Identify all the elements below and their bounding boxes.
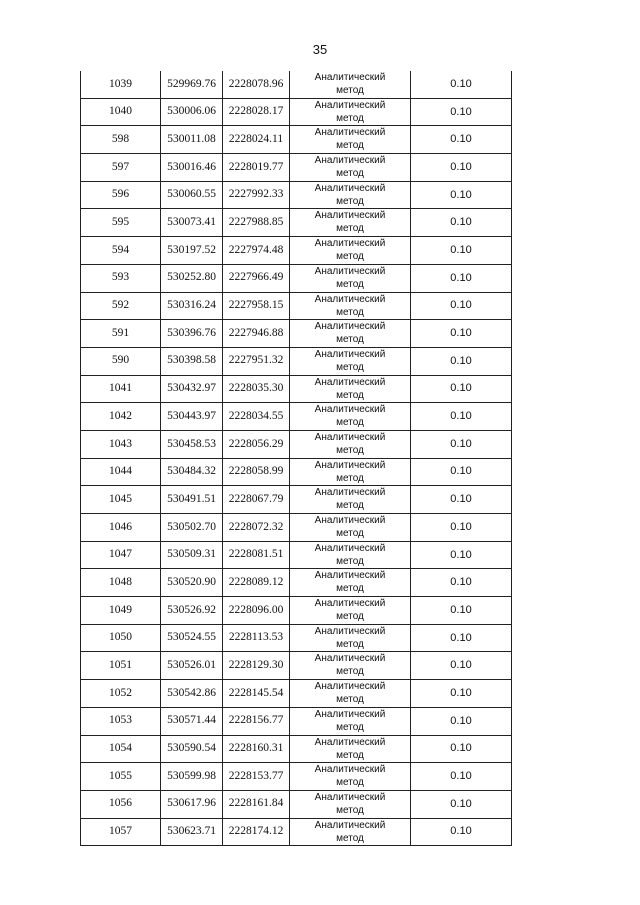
- y-coordinate-cell: 2228024.11: [223, 126, 290, 154]
- y-coordinate-cell: 2228072.32: [223, 514, 290, 542]
- point-number-cell: 594: [81, 237, 161, 265]
- table-row: [81, 763, 512, 791]
- accuracy-cell: 0.10: [411, 790, 512, 818]
- method-cell: [290, 458, 411, 486]
- table-row: [81, 209, 512, 237]
- accuracy-cell: 0.10: [411, 818, 512, 846]
- table-row: [81, 347, 512, 375]
- method-cell: [290, 375, 411, 403]
- point-number-cell: 598: [81, 126, 161, 154]
- method-cell: [290, 430, 411, 458]
- table-row: [81, 514, 512, 542]
- method-cell: [290, 680, 411, 708]
- x-coordinate-cell: 530432.97: [161, 375, 223, 403]
- point-number-cell: 1050: [81, 624, 161, 652]
- accuracy-cell: 0.10: [411, 375, 512, 403]
- y-coordinate-cell: 2227958.15: [223, 292, 290, 320]
- point-number-cell: 1051: [81, 652, 161, 680]
- table-row: [81, 430, 512, 458]
- table-row: [81, 71, 512, 98]
- method-text: Аналитический метод: [314, 293, 386, 318]
- method-cell: [290, 126, 411, 154]
- point-number-cell: 1041: [81, 375, 161, 403]
- method-cell: [290, 347, 411, 375]
- table-row: [81, 458, 512, 486]
- table-row: [81, 486, 512, 514]
- point-number-cell: 1042: [81, 403, 161, 431]
- x-coordinate-cell: 530509.31: [161, 541, 223, 569]
- method-text: Аналитический метод: [314, 819, 386, 844]
- accuracy-cell: 0.10: [411, 569, 512, 597]
- table-row: [81, 264, 512, 292]
- accuracy-cell: 0.10: [411, 763, 512, 791]
- accuracy-cell: 0.10: [411, 209, 512, 237]
- method-cell: [290, 209, 411, 237]
- point-number-cell: 596: [81, 181, 161, 209]
- accuracy-cell: 0.10: [411, 652, 512, 680]
- x-coordinate-cell: 530016.46: [161, 154, 223, 182]
- method-text: Аналитический метод: [314, 487, 386, 512]
- table-row: [81, 541, 512, 569]
- table-row: [81, 597, 512, 625]
- y-coordinate-cell: 2228153.77: [223, 763, 290, 791]
- x-coordinate-cell: 530316.24: [161, 292, 223, 320]
- accuracy-cell: 0.10: [411, 98, 512, 126]
- x-coordinate-cell: 530526.01: [161, 652, 223, 680]
- point-number-cell: 597: [81, 154, 161, 182]
- y-coordinate-cell: 2228160.31: [223, 735, 290, 763]
- x-coordinate-cell: 530252.80: [161, 264, 223, 292]
- method-text: Аналитический метод: [314, 570, 386, 595]
- x-coordinate-cell: 530524.55: [161, 624, 223, 652]
- point-number-cell: 1045: [81, 486, 161, 514]
- coordinates-table: [80, 71, 512, 846]
- method-cell: [290, 264, 411, 292]
- y-coordinate-cell: 2227992.33: [223, 181, 290, 209]
- table-row: [81, 181, 512, 209]
- point-number-cell: 1056: [81, 790, 161, 818]
- point-number-cell: 591: [81, 320, 161, 348]
- method-text: Аналитический метод: [314, 182, 386, 207]
- method-cell: [290, 597, 411, 625]
- method-cell: [290, 763, 411, 791]
- method-cell: [290, 707, 411, 735]
- accuracy-cell: 0.10: [411, 624, 512, 652]
- y-coordinate-cell: 2227966.49: [223, 264, 290, 292]
- point-number-cell: 1053: [81, 707, 161, 735]
- point-number-cell: 595: [81, 209, 161, 237]
- method-text: Аналитический метод: [314, 431, 386, 456]
- table-row: [81, 292, 512, 320]
- method-cell: [290, 320, 411, 348]
- table-row: [81, 652, 512, 680]
- accuracy-cell: 0.10: [411, 292, 512, 320]
- x-coordinate-cell: 530571.44: [161, 707, 223, 735]
- x-coordinate-cell: 530617.96: [161, 790, 223, 818]
- point-number-cell: 1052: [81, 680, 161, 708]
- table-row: [81, 790, 512, 818]
- method-text: Аналитический метод: [314, 515, 386, 539]
- method-cell: [290, 403, 411, 431]
- x-coordinate-cell: 530590.54: [161, 735, 223, 763]
- point-number-cell: 592: [81, 292, 161, 320]
- accuracy-cell: 0.10: [411, 237, 512, 265]
- accuracy-cell: 0.10: [411, 154, 512, 182]
- accuracy-cell: 0.10: [411, 458, 512, 486]
- accuracy-cell: 0.10: [411, 597, 512, 625]
- method-text: Аналитический метод: [314, 764, 386, 789]
- table-row: [81, 680, 512, 708]
- x-coordinate-cell: 530458.53: [161, 430, 223, 458]
- y-coordinate-cell: 2227946.88: [223, 320, 290, 348]
- method-text: Аналитический метод: [314, 99, 386, 124]
- method-cell: [290, 71, 411, 98]
- method-cell: [290, 98, 411, 126]
- method-text: Аналитический метод: [314, 542, 386, 567]
- accuracy-cell: 0.10: [411, 735, 512, 763]
- x-coordinate-cell: 530011.08: [161, 126, 223, 154]
- x-coordinate-cell: 530398.58: [161, 347, 223, 375]
- accuracy-cell: 0.10: [411, 403, 512, 431]
- method-cell: [290, 486, 411, 514]
- y-coordinate-cell: 2228058.99: [223, 458, 290, 486]
- x-coordinate-cell: 530520.90: [161, 569, 223, 597]
- table-row: [81, 569, 512, 597]
- method-text: Аналитический метод: [314, 155, 386, 180]
- accuracy-cell: 0.10: [411, 514, 512, 542]
- method-cell: [290, 237, 411, 265]
- point-number-cell: 590: [81, 347, 161, 375]
- method-cell: [290, 735, 411, 763]
- method-text: Аналитический метод: [314, 265, 386, 290]
- table-row: [81, 98, 512, 126]
- point-number-cell: 1054: [81, 735, 161, 763]
- x-coordinate-cell: 530526.92: [161, 597, 223, 625]
- method-cell: [290, 790, 411, 818]
- y-coordinate-cell: 2228145.54: [223, 680, 290, 708]
- y-coordinate-cell: 2228161.84: [223, 790, 290, 818]
- method-cell: [290, 154, 411, 182]
- y-coordinate-cell: 2228056.29: [223, 430, 290, 458]
- y-coordinate-cell: 2228034.55: [223, 403, 290, 431]
- method-text: Аналитический метод: [314, 127, 386, 152]
- point-number-cell: 1040: [81, 98, 161, 126]
- method-text: Аналитический метод: [314, 376, 386, 401]
- accuracy-cell: 0.10: [411, 486, 512, 514]
- x-coordinate-cell: 530491.51: [161, 486, 223, 514]
- method-cell: [290, 818, 411, 846]
- x-coordinate-cell: 530502.70: [161, 514, 223, 542]
- method-text: Аналитический метод: [314, 598, 386, 623]
- point-number-cell: 1039: [81, 71, 161, 98]
- y-coordinate-cell: 2228156.77: [223, 707, 290, 735]
- method-text: Аналитический метод: [314, 653, 386, 678]
- method-text: Аналитический метод: [314, 348, 386, 373]
- accuracy-cell: 0.10: [411, 707, 512, 735]
- y-coordinate-cell: 2228129.30: [223, 652, 290, 680]
- x-coordinate-cell: 530060.55: [161, 181, 223, 209]
- y-coordinate-cell: 2228089.12: [223, 569, 290, 597]
- x-coordinate-cell: 530599.98: [161, 763, 223, 791]
- point-number-cell: 1044: [81, 458, 161, 486]
- y-coordinate-cell: 2228019.77: [223, 154, 290, 182]
- method-text: Аналитический метод: [314, 736, 386, 761]
- accuracy-cell: 0.10: [411, 126, 512, 154]
- table-row: [81, 375, 512, 403]
- point-number-cell: 1049: [81, 597, 161, 625]
- y-coordinate-cell: 2227974.48: [223, 237, 290, 265]
- page-number: 35: [312, 42, 328, 57]
- x-coordinate-cell: 530623.71: [161, 818, 223, 846]
- method-text: Аналитический метод: [314, 72, 386, 96]
- accuracy-cell: 0.10: [411, 541, 512, 569]
- y-coordinate-cell: 2228081.51: [223, 541, 290, 569]
- accuracy-cell: 0.10: [411, 347, 512, 375]
- table-row: [81, 403, 512, 431]
- y-coordinate-cell: 2228078.96: [223, 71, 290, 98]
- accuracy-cell: 0.10: [411, 680, 512, 708]
- point-number-cell: 1047: [81, 541, 161, 569]
- method-text: Аналитический метод: [314, 238, 386, 263]
- y-coordinate-cell: 2227988.85: [223, 209, 290, 237]
- method-text: Аналитический метод: [314, 210, 386, 235]
- x-coordinate-cell: 530073.41: [161, 209, 223, 237]
- method-text: Аналитический метод: [314, 321, 386, 346]
- method-cell: [290, 624, 411, 652]
- point-number-cell: 1057: [81, 818, 161, 846]
- table-row: [81, 126, 512, 154]
- table-row: [81, 735, 512, 763]
- accuracy-cell: 0.10: [411, 320, 512, 348]
- y-coordinate-cell: 2227951.32: [223, 347, 290, 375]
- accuracy-cell: 0.10: [411, 264, 512, 292]
- method-text: Аналитический метод: [314, 791, 386, 816]
- table-row: [81, 154, 512, 182]
- table-row: [81, 707, 512, 735]
- accuracy-cell: 0.10: [411, 71, 512, 98]
- method-cell: [290, 292, 411, 320]
- x-coordinate-cell: 530396.76: [161, 320, 223, 348]
- point-number-cell: 1048: [81, 569, 161, 597]
- x-coordinate-cell: 529969.76: [161, 71, 223, 98]
- table-row: [81, 320, 512, 348]
- point-number-cell: 1046: [81, 514, 161, 542]
- method-cell: [290, 514, 411, 542]
- table-row: [81, 818, 512, 846]
- method-cell: [290, 181, 411, 209]
- table-row: [81, 237, 512, 265]
- coordinates-table-body: [81, 71, 512, 846]
- method-cell: [290, 652, 411, 680]
- y-coordinate-cell: 2228035.30: [223, 375, 290, 403]
- method-text: Аналитический метод: [314, 625, 386, 650]
- x-coordinate-cell: 530484.32: [161, 458, 223, 486]
- point-number-cell: 1055: [81, 763, 161, 791]
- method-text: Аналитический метод: [314, 708, 386, 733]
- x-coordinate-cell: 530006.06: [161, 98, 223, 126]
- method-cell: [290, 541, 411, 569]
- method-text: Аналитический метод: [314, 459, 386, 484]
- y-coordinate-cell: 2228174.12: [223, 818, 290, 846]
- y-coordinate-cell: 2228028.17: [223, 98, 290, 126]
- point-number-cell: 1043: [81, 430, 161, 458]
- accuracy-cell: 0.10: [411, 181, 512, 209]
- method-text: Аналитический метод: [314, 404, 386, 429]
- table-row: [81, 624, 512, 652]
- y-coordinate-cell: 2228067.79: [223, 486, 290, 514]
- x-coordinate-cell: 530197.52: [161, 237, 223, 265]
- x-coordinate-cell: 530542.86: [161, 680, 223, 708]
- point-number-cell: 593: [81, 264, 161, 292]
- method-cell: [290, 569, 411, 597]
- y-coordinate-cell: 2228096.00: [223, 597, 290, 625]
- y-coordinate-cell: 2228113.53: [223, 624, 290, 652]
- method-text: Аналитический метод: [314, 681, 386, 706]
- x-coordinate-cell: 530443.97: [161, 403, 223, 431]
- accuracy-cell: 0.10: [411, 430, 512, 458]
